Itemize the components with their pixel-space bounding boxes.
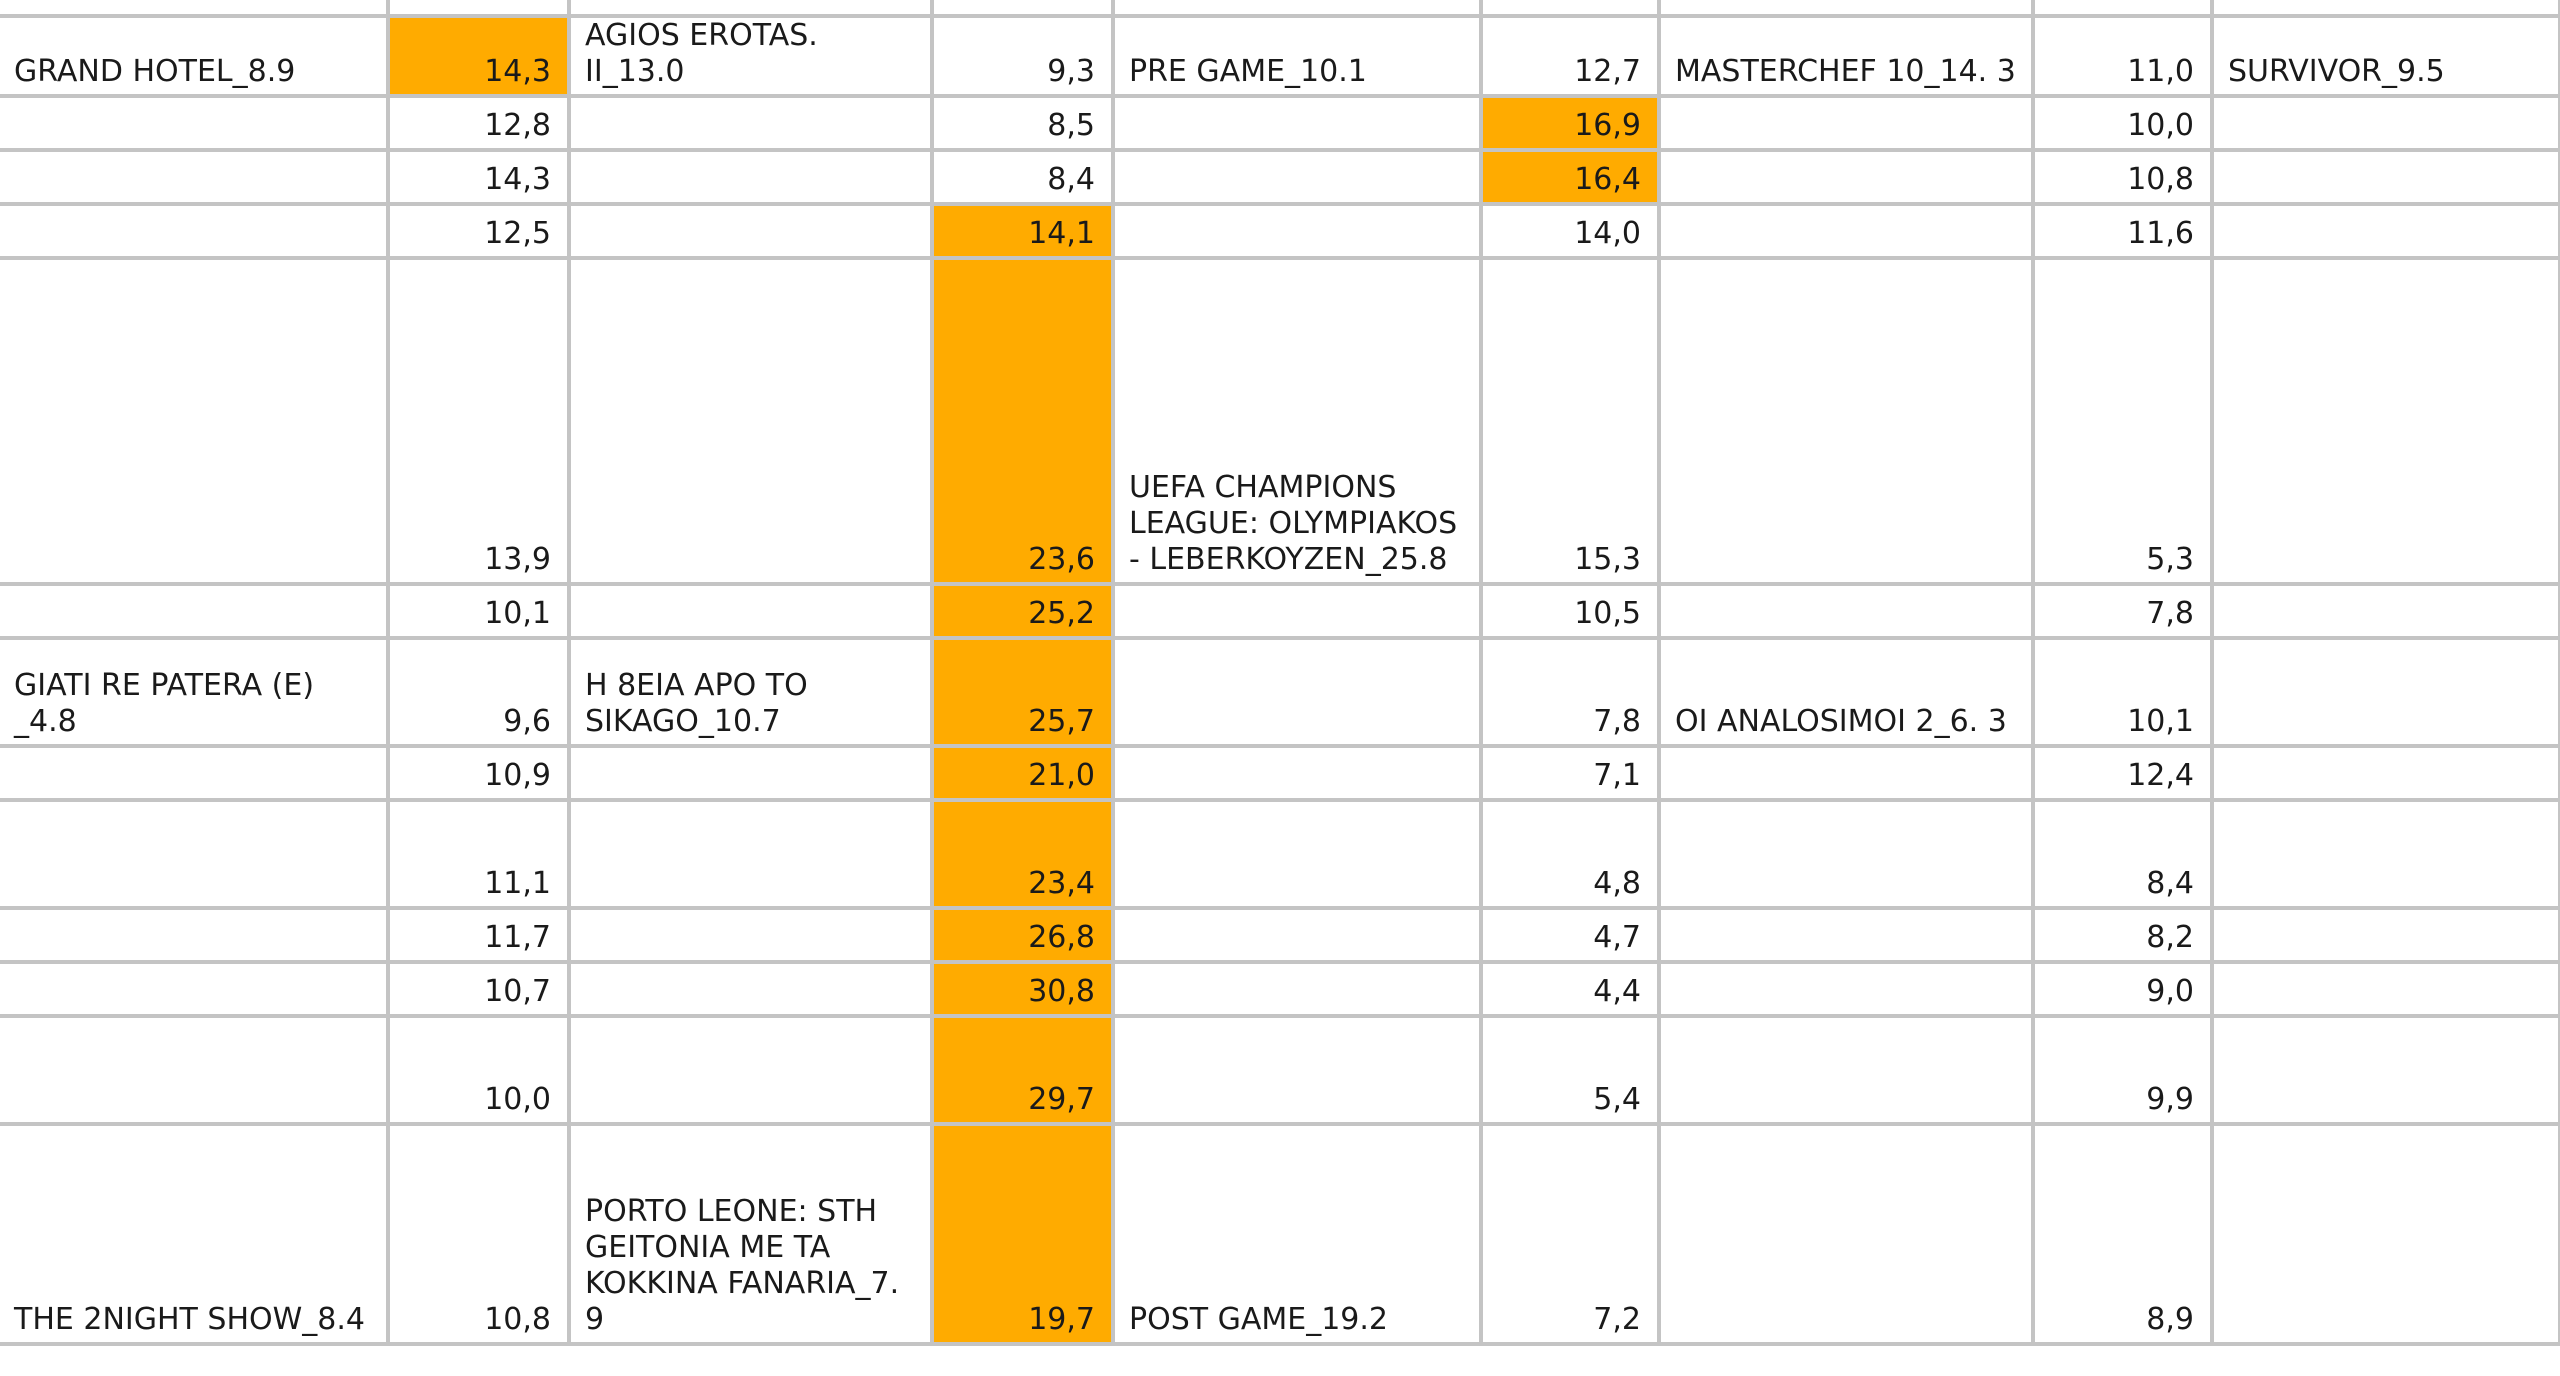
program-cell[interactable] bbox=[2212, 908, 2560, 962]
rating-cell[interactable]: 10,8 bbox=[2033, 150, 2212, 204]
program-cell[interactable] bbox=[1113, 908, 1481, 962]
program-cell[interactable]: GRAND HOTEL_8.9 bbox=[0, 16, 388, 96]
rating-cell[interactable]: 25,7 bbox=[932, 638, 1113, 746]
program-cell[interactable] bbox=[1659, 800, 2033, 908]
program-cell[interactable] bbox=[569, 800, 932, 908]
rating-cell[interactable]: 8,5 bbox=[932, 96, 1113, 150]
program-cell[interactable] bbox=[0, 908, 388, 962]
rating-cell[interactable]: 4,8 bbox=[1481, 800, 1659, 908]
rating-cell[interactable]: 5,3 bbox=[2033, 258, 2212, 584]
program-cell[interactable] bbox=[2212, 0, 2560, 16]
program-cell[interactable] bbox=[569, 150, 932, 204]
rating-cell[interactable]: 5,4 bbox=[1481, 1016, 1659, 1124]
rating-cell[interactable] bbox=[388, 0, 569, 16]
table-row bbox=[0, 638, 2560, 746]
rating-cell[interactable]: 16,4 bbox=[1481, 150, 1659, 204]
rating-cell[interactable] bbox=[2033, 0, 2212, 16]
rating-cell[interactable]: 10,1 bbox=[2033, 638, 2212, 746]
rating-cell[interactable]: 26,8 bbox=[932, 908, 1113, 962]
program-cell[interactable]: OI ANALOSIMOI 2_6. 3 bbox=[1659, 638, 2033, 746]
table-row bbox=[0, 908, 2560, 962]
program-cell[interactable] bbox=[0, 1016, 388, 1124]
rating-cell[interactable]: 13,9 bbox=[388, 258, 569, 584]
table-row bbox=[0, 800, 2560, 908]
program-cell[interactable] bbox=[1113, 962, 1481, 1016]
rating-cell[interactable]: 12,4 bbox=[2033, 746, 2212, 800]
rating-cell[interactable]: 29,7 bbox=[932, 1016, 1113, 1124]
rating-cell[interactable]: 12,8 bbox=[388, 96, 569, 150]
program-cell[interactable] bbox=[569, 962, 932, 1016]
program-cell[interactable]: MASTERCHEF 10_14. 3 bbox=[1659, 16, 2033, 96]
program-cell[interactable] bbox=[1659, 908, 2033, 962]
program-cell[interactable]: PRE GAME_10.1 bbox=[1113, 16, 1481, 96]
program-cell[interactable] bbox=[569, 258, 932, 584]
rating-cell[interactable]: 14,3 bbox=[388, 16, 569, 96]
rating-cell[interactable]: 19,7 bbox=[932, 1124, 1113, 1344]
program-cell[interactable] bbox=[2212, 962, 2560, 1016]
rating-cell[interactable]: 8,4 bbox=[932, 150, 1113, 204]
program-cell[interactable] bbox=[569, 584, 932, 638]
program-cell[interactable] bbox=[2212, 150, 2560, 204]
rating-cell[interactable]: 9,0 bbox=[2033, 962, 2212, 1016]
program-cell[interactable] bbox=[0, 800, 388, 908]
program-cell[interactable] bbox=[1659, 962, 2033, 1016]
rating-cell[interactable]: 9,3 bbox=[932, 16, 1113, 96]
rating-cell[interactable]: 8,2 bbox=[2033, 908, 2212, 962]
rating-cell[interactable]: 23,4 bbox=[932, 800, 1113, 908]
program-cell[interactable]: PORTO LEONE: STH GEITONIA ME TA KOKKINA FANARIA_7. 9 bbox=[569, 1124, 932, 1344]
program-cell[interactable] bbox=[569, 908, 932, 962]
table-row bbox=[0, 258, 2560, 584]
program-cell[interactable] bbox=[1113, 800, 1481, 908]
rating-cell[interactable]: 12,5 bbox=[388, 204, 569, 258]
rating-cell[interactable]: 10,1 bbox=[388, 584, 569, 638]
rating-cell[interactable]: 10,9 bbox=[388, 746, 569, 800]
rating-cell[interactable]: 10,8 bbox=[388, 1124, 569, 1344]
rating-cell[interactable]: 10,5 bbox=[1481, 584, 1659, 638]
program-cell[interactable] bbox=[1113, 150, 1481, 204]
program-cell[interactable] bbox=[1659, 96, 2033, 150]
program-cell[interactable] bbox=[0, 0, 388, 16]
program-cell[interactable] bbox=[2212, 800, 2560, 908]
program-cell[interactable]: POST GAME_19.2 bbox=[1113, 1124, 1481, 1344]
rating-cell[interactable]: 7,2 bbox=[1481, 1124, 1659, 1344]
rating-cell[interactable]: 12,7 bbox=[1481, 16, 1659, 96]
program-cell[interactable] bbox=[0, 584, 388, 638]
rating-cell[interactable]: 14,3 bbox=[388, 150, 569, 204]
program-cell[interactable] bbox=[569, 746, 932, 800]
rating-cell[interactable]: 10,0 bbox=[2033, 96, 2212, 150]
rating-cell[interactable]: 23,6 bbox=[932, 258, 1113, 584]
rating-cell[interactable]: 7,8 bbox=[2033, 584, 2212, 638]
program-cell[interactable] bbox=[1659, 746, 2033, 800]
rating-cell[interactable]: 7,1 bbox=[1481, 746, 1659, 800]
program-cell[interactable] bbox=[1113, 96, 1481, 150]
program-cell[interactable] bbox=[2212, 204, 2560, 258]
program-cell[interactable] bbox=[0, 150, 388, 204]
rating-cell[interactable]: 25,2 bbox=[932, 584, 1113, 638]
program-cell[interactable] bbox=[1659, 584, 2033, 638]
program-cell[interactable] bbox=[2212, 1016, 2560, 1124]
rating-cell[interactable]: 9,9 bbox=[2033, 1016, 2212, 1124]
rating-cell[interactable]: 21,0 bbox=[932, 746, 1113, 800]
program-cell[interactable] bbox=[1659, 1016, 2033, 1124]
rating-cell[interactable] bbox=[1481, 0, 1659, 16]
program-cell[interactable] bbox=[569, 0, 932, 16]
program-cell[interactable] bbox=[2212, 1124, 2560, 1344]
table-row bbox=[0, 96, 2560, 150]
rating-cell[interactable]: 11,7 bbox=[388, 908, 569, 962]
program-cell[interactable] bbox=[1113, 0, 1481, 16]
program-cell[interactable]: SURVIVOR_9.5 bbox=[2212, 16, 2560, 96]
program-cell[interactable] bbox=[0, 746, 388, 800]
rating-cell[interactable]: 7,8 bbox=[1481, 638, 1659, 746]
rating-cell[interactable]: 15,3 bbox=[1481, 258, 1659, 584]
program-cell[interactable] bbox=[2212, 258, 2560, 584]
program-cell[interactable]: AGIOS EROTAS. II_13.0 bbox=[569, 16, 932, 96]
table-row bbox=[0, 204, 2560, 258]
rating-cell[interactable]: 10,0 bbox=[388, 1016, 569, 1124]
program-cell[interactable] bbox=[0, 204, 388, 258]
program-cell[interactable]: THE 2NIGHT SHOW_8.4 bbox=[0, 1124, 388, 1344]
rating-cell[interactable]: 14,1 bbox=[932, 204, 1113, 258]
table-row bbox=[0, 962, 2560, 1016]
rating-cell[interactable]: 4,7 bbox=[1481, 908, 1659, 962]
program-cell[interactable] bbox=[1659, 0, 2033, 16]
table-row bbox=[0, 746, 2560, 800]
program-cell[interactable] bbox=[1659, 258, 2033, 584]
program-cell[interactable] bbox=[0, 962, 388, 1016]
program-cell[interactable] bbox=[569, 96, 932, 150]
program-cell[interactable]: UEFA CHAMPIONS LEAGUE: OLYMPIAKOS - LEBERKOYZEN_25.8 bbox=[1113, 258, 1481, 584]
program-cell[interactable] bbox=[1113, 1016, 1481, 1124]
rating-cell[interactable]: 9,6 bbox=[388, 638, 569, 746]
program-cell[interactable]: GIATI RE PATERA (E) _4.8 bbox=[0, 638, 388, 746]
table-row bbox=[0, 1124, 2560, 1344]
rating-cell[interactable]: 8,4 bbox=[2033, 800, 2212, 908]
program-cell[interactable] bbox=[0, 258, 388, 584]
program-cell[interactable] bbox=[1659, 204, 2033, 258]
table-row bbox=[0, 0, 2560, 16]
program-cell[interactable] bbox=[2212, 96, 2560, 150]
rating-cell[interactable]: 8,9 bbox=[2033, 1124, 2212, 1344]
program-cell[interactable] bbox=[2212, 746, 2560, 800]
rating-cell[interactable]: 4,4 bbox=[1481, 962, 1659, 1016]
program-cell[interactable] bbox=[1113, 584, 1481, 638]
rating-cell[interactable]: 30,8 bbox=[932, 962, 1113, 1016]
table-row bbox=[0, 16, 2560, 96]
rating-cell[interactable] bbox=[932, 0, 1113, 16]
program-cell[interactable] bbox=[1113, 746, 1481, 800]
program-cell[interactable] bbox=[2212, 584, 2560, 638]
rating-cell[interactable]: 16,9 bbox=[1481, 96, 1659, 150]
rating-cell[interactable]: 11,1 bbox=[388, 800, 569, 908]
program-cell[interactable] bbox=[569, 204, 932, 258]
program-cell[interactable] bbox=[2212, 638, 2560, 746]
rating-cell[interactable]: 11,0 bbox=[2033, 16, 2212, 96]
program-cell[interactable] bbox=[1659, 1124, 2033, 1344]
program-cell[interactable] bbox=[0, 96, 388, 150]
program-cell[interactable] bbox=[1113, 638, 1481, 746]
program-cell[interactable] bbox=[569, 1016, 932, 1124]
table-row bbox=[0, 584, 2560, 638]
program-cell[interactable] bbox=[1113, 204, 1481, 258]
rating-cell[interactable]: 14,0 bbox=[1481, 204, 1659, 258]
table-row bbox=[0, 1016, 2560, 1124]
program-cell[interactable]: H 8EIA APO TO SIKAGO_10.7 bbox=[569, 638, 932, 746]
rating-cell[interactable]: 10,7 bbox=[388, 962, 569, 1016]
rating-cell[interactable]: 11,6 bbox=[2033, 204, 2212, 258]
program-cell[interactable] bbox=[1659, 150, 2033, 204]
table-row bbox=[0, 150, 2560, 204]
